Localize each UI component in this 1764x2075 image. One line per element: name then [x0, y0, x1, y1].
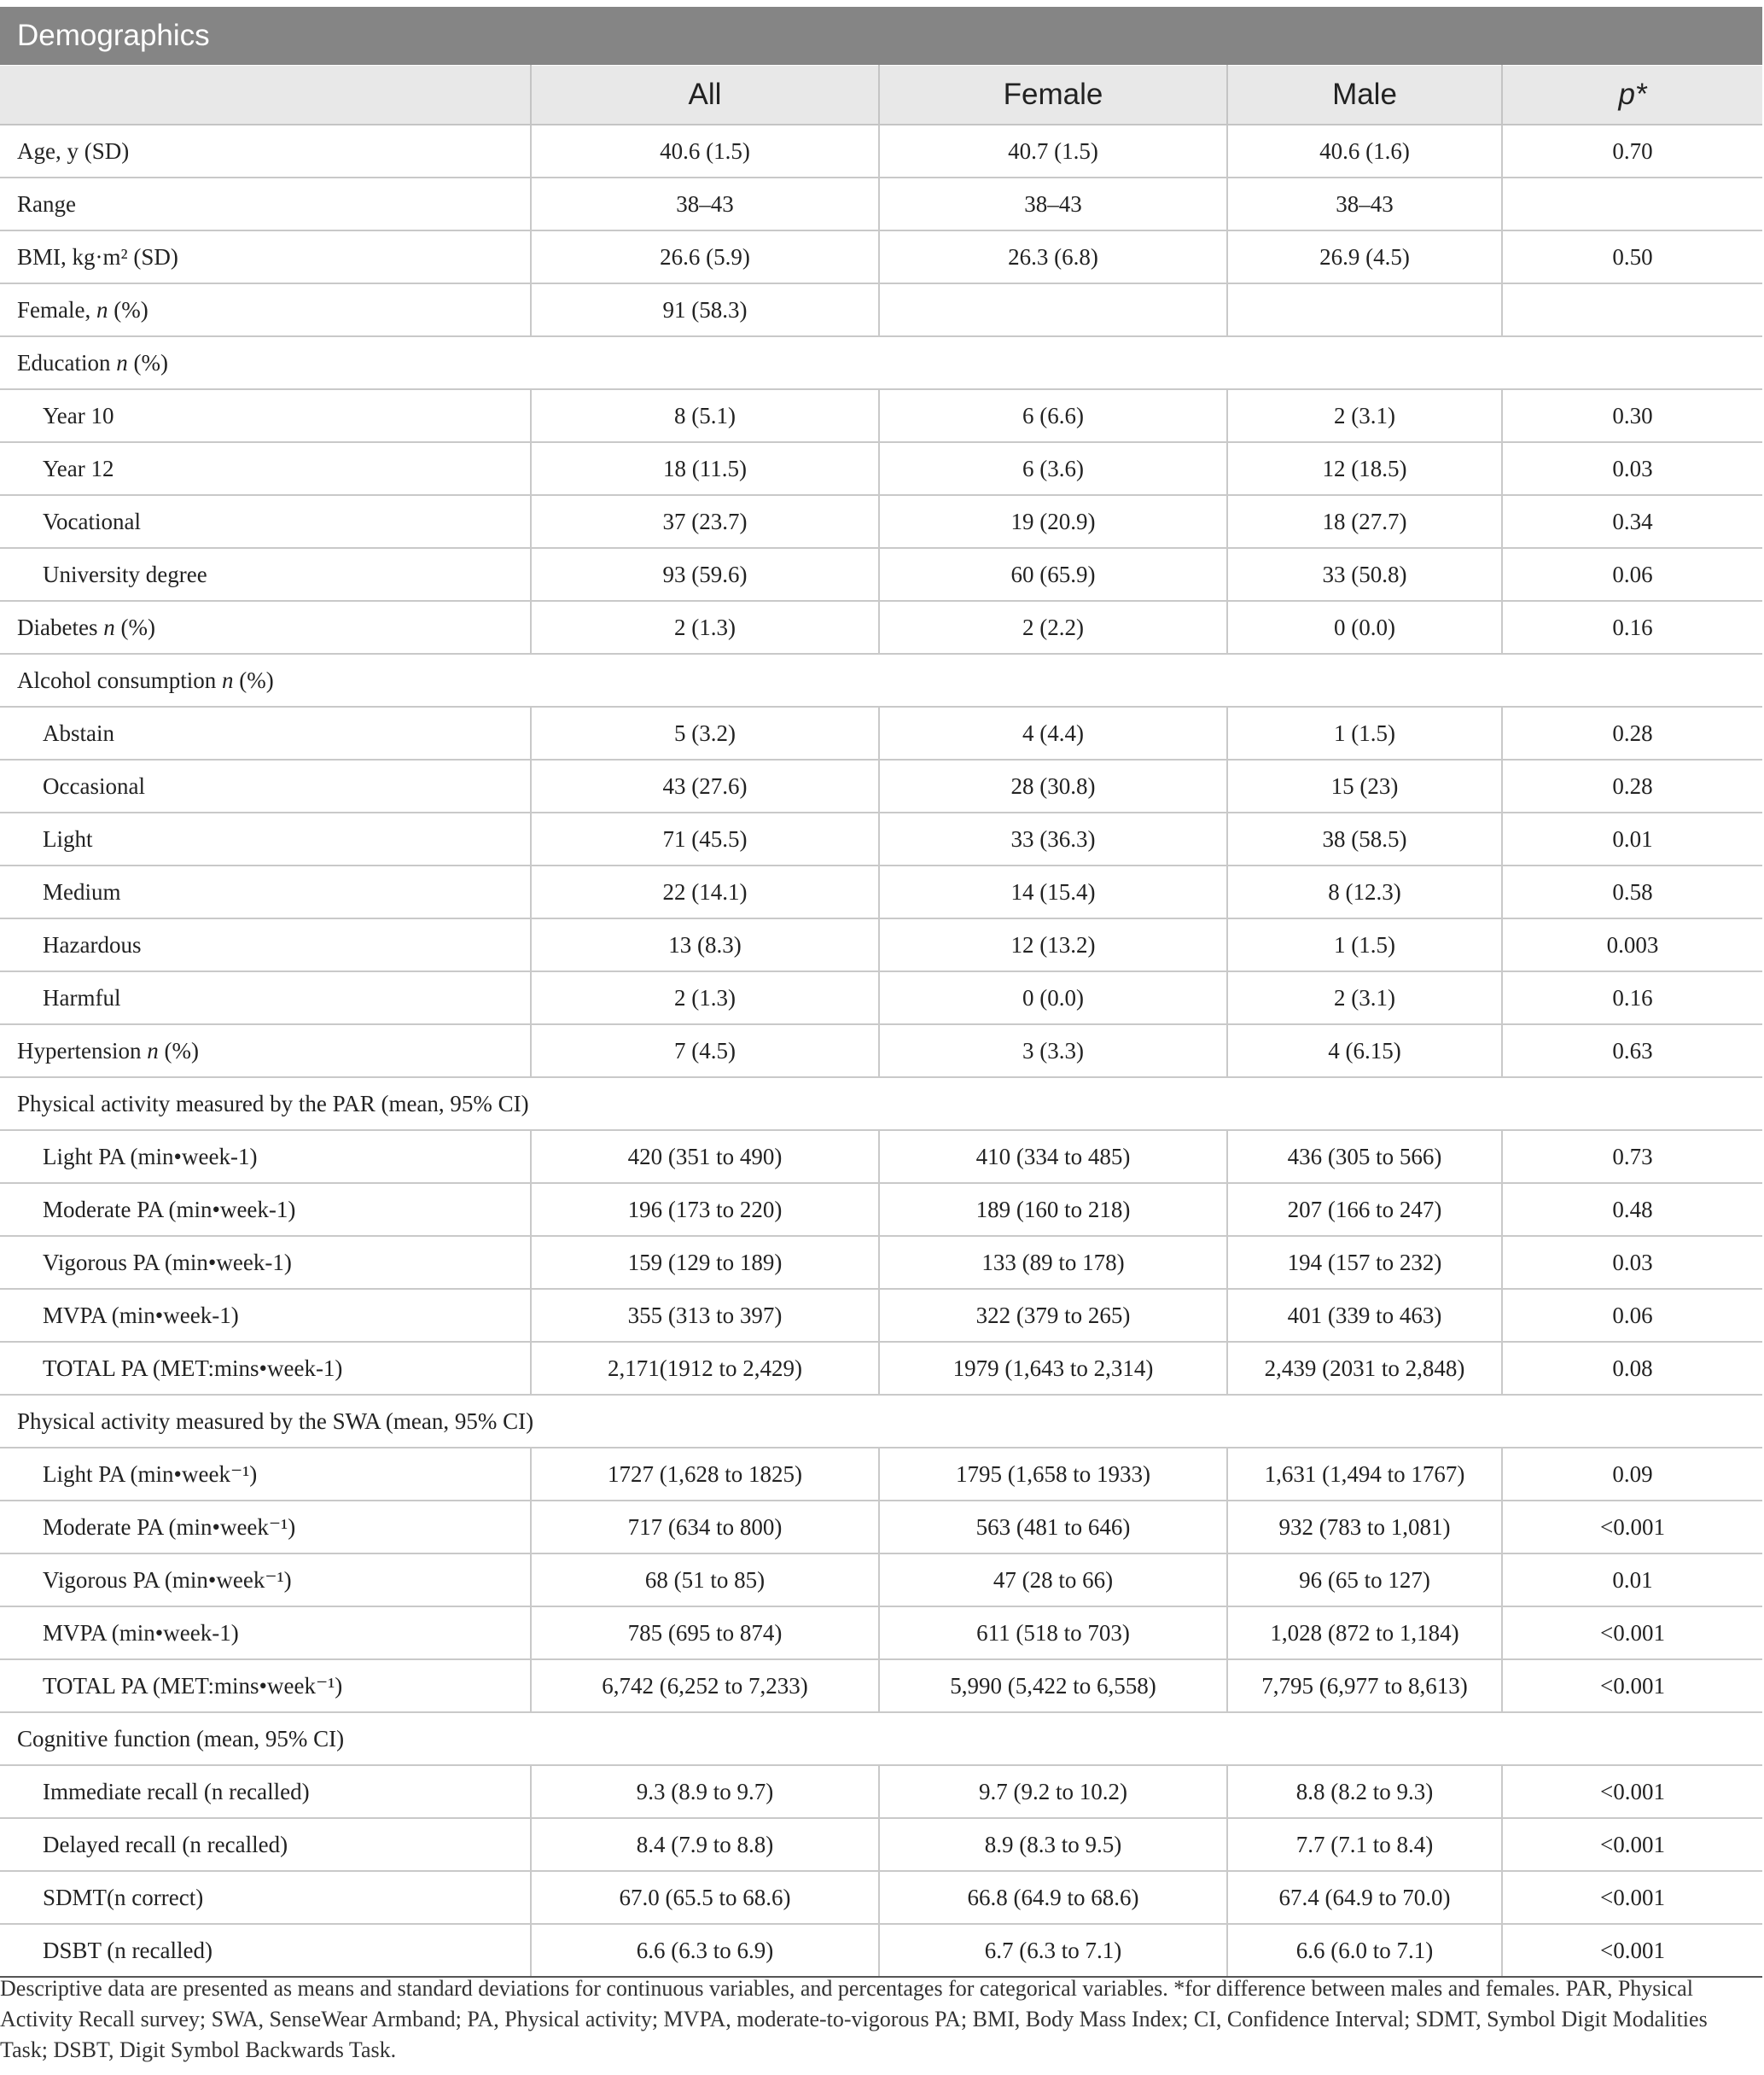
value-female: 9.7 (9.2 to 10.2)	[879, 1765, 1227, 1818]
row-label-text: University degree	[43, 561, 207, 587]
table-row	[0, 1342, 1762, 1395]
value-female: 6.7 (6.3 to 7.1)	[879, 1924, 1227, 1977]
row-label	[0, 1501, 531, 1553]
value-male: 6.6 (6.0 to 7.1)	[1227, 1924, 1502, 1977]
value-male: 0 (0.0)	[1227, 601, 1502, 654]
row-label	[0, 1765, 531, 1818]
value-p: 0.70	[1502, 125, 1762, 178]
value-p: 0.01	[1502, 813, 1762, 866]
row-label-text: Year 12	[43, 455, 114, 481]
value-all: 785 (695 to 874)	[531, 1606, 879, 1659]
row-label-text: Education	[17, 349, 117, 376]
table-row	[0, 866, 1762, 918]
row-label-italic: n	[96, 296, 108, 323]
value-female: 40.7 (1.5)	[879, 125, 1227, 178]
row-label-text: DSBT (n recalled)	[43, 1937, 212, 1963]
value-p: 0.28	[1502, 707, 1762, 760]
value-all: 5 (3.2)	[531, 707, 879, 760]
row-label	[0, 1130, 531, 1183]
row-label-text: Hazardous	[43, 931, 142, 958]
row-label	[0, 283, 531, 336]
value-female: 3 (3.3)	[879, 1024, 1227, 1077]
row-label-text: Harmful	[43, 984, 121, 1011]
row-label-italic: n	[147, 1037, 159, 1064]
value-male: 1 (1.5)	[1227, 707, 1502, 760]
section-row	[0, 336, 1762, 389]
value-p: 0.63	[1502, 1024, 1762, 1077]
row-label-suffix: (%)	[108, 296, 148, 323]
table-row	[0, 971, 1762, 1024]
value-female: 611 (518 to 703)	[879, 1606, 1227, 1659]
value-all: 68 (51 to 85)	[531, 1553, 879, 1606]
row-label	[0, 918, 531, 971]
section-row	[0, 654, 1762, 707]
value-all: 9.3 (8.9 to 9.7)	[531, 1765, 879, 1818]
row-label	[0, 601, 531, 654]
value-p: <0.001	[1502, 1871, 1762, 1924]
value-male: 932 (783 to 1,081)	[1227, 1501, 1502, 1553]
value-all: 40.6 (1.5)	[531, 125, 879, 178]
table-row	[0, 1924, 1762, 1977]
value-all: 6.6 (6.3 to 6.9)	[531, 1924, 879, 1977]
table-row	[0, 707, 1762, 760]
value-all: 420 (351 to 490)	[531, 1130, 879, 1183]
row-label-text: TOTAL PA (MET:mins•week⁻¹)	[43, 1672, 343, 1699]
table-title-row	[0, 7, 1762, 66]
value-male: 1 (1.5)	[1227, 918, 1502, 971]
row-label-text: Light PA (min•week⁻¹)	[43, 1460, 258, 1487]
row-label-italic: n	[116, 349, 128, 376]
row-label-text: Range	[17, 190, 76, 217]
row-label-text: Diabetes	[17, 614, 104, 640]
row-label	[0, 178, 531, 230]
value-female: 47 (28 to 66)	[879, 1553, 1227, 1606]
value-p: 0.03	[1502, 1236, 1762, 1289]
row-label-italic: n	[221, 667, 234, 693]
value-p: 0.73	[1502, 1130, 1762, 1183]
value-female: 19 (20.9)	[879, 495, 1227, 548]
value-male: 38–43	[1227, 178, 1502, 230]
value-female: 322 (379 to 265)	[879, 1289, 1227, 1342]
row-label	[0, 1553, 531, 1606]
row-label	[0, 442, 531, 495]
table-row	[0, 1659, 1762, 1712]
row-label	[0, 1395, 1762, 1448]
table-row	[0, 1765, 1762, 1818]
value-p: 0.16	[1502, 971, 1762, 1024]
value-all: 159 (129 to 189)	[531, 1236, 879, 1289]
value-p	[1502, 178, 1762, 230]
value-p: <0.001	[1502, 1924, 1762, 1977]
row-label-suffix: (%)	[114, 614, 155, 640]
section-row	[0, 1712, 1762, 1765]
value-all: 2 (1.3)	[531, 601, 879, 654]
column-header-p-value: p*	[1502, 66, 1762, 125]
value-p: 0.08	[1502, 1342, 1762, 1395]
value-p: <0.001	[1502, 1659, 1762, 1712]
value-female: 6 (3.6)	[879, 442, 1227, 495]
value-p: 0.06	[1502, 1289, 1762, 1342]
row-label	[0, 1236, 531, 1289]
value-p: 0.50	[1502, 230, 1762, 283]
row-label	[0, 230, 531, 283]
row-label	[0, 1818, 531, 1871]
table-row	[0, 1501, 1762, 1553]
row-label	[0, 1024, 531, 1077]
value-female: 8.9 (8.3 to 9.5)	[879, 1818, 1227, 1871]
value-p: <0.001	[1502, 1501, 1762, 1553]
value-all: 196 (173 to 220)	[531, 1183, 879, 1236]
value-male: 18 (27.7)	[1227, 495, 1502, 548]
value-male: 8 (12.3)	[1227, 866, 1502, 918]
value-female: 66.8 (64.9 to 68.6)	[879, 1871, 1227, 1924]
value-male: 33 (50.8)	[1227, 548, 1502, 601]
value-female: 5,990 (5,422 to 6,558)	[879, 1659, 1227, 1712]
row-label-text: Age, y (SD)	[17, 137, 130, 164]
value-female: 4 (4.4)	[879, 707, 1227, 760]
table-row	[0, 283, 1762, 336]
value-male: 2 (3.1)	[1227, 971, 1502, 1024]
value-p: 0.34	[1502, 495, 1762, 548]
value-male: 7.7 (7.1 to 8.4)	[1227, 1818, 1502, 1871]
table-row	[0, 918, 1762, 971]
row-label	[0, 1342, 531, 1395]
table-row	[0, 1818, 1762, 1871]
value-all: 38–43	[531, 178, 879, 230]
table-body	[0, 125, 1762, 1977]
table-row	[0, 1553, 1762, 1606]
row-label-text: Female,	[17, 296, 96, 323]
value-female: 28 (30.8)	[879, 760, 1227, 813]
row-label-text: MVPA (min•week-1)	[43, 1302, 239, 1328]
value-all: 8.4 (7.9 to 8.8)	[531, 1818, 879, 1871]
table-row	[0, 389, 1762, 442]
value-all: 22 (14.1)	[531, 866, 879, 918]
value-male: 436 (305 to 566)	[1227, 1130, 1502, 1183]
row-label	[0, 707, 531, 760]
row-label	[0, 866, 531, 918]
value-male: 1,631 (1,494 to 1767)	[1227, 1448, 1502, 1501]
value-all: 37 (23.7)	[531, 495, 879, 548]
value-male: 15 (23)	[1227, 760, 1502, 813]
value-p: <0.001	[1502, 1765, 1762, 1818]
row-label	[0, 1659, 531, 1712]
row-label-text: Occasional	[43, 772, 145, 799]
value-all: 91 (58.3)	[531, 283, 879, 336]
value-male: 2,439 (2031 to 2,848)	[1227, 1342, 1502, 1395]
table-row	[0, 495, 1762, 548]
row-label-text: Delayed recall (n recalled)	[43, 1831, 288, 1857]
value-male: 7,795 (6,977 to 8,613)	[1227, 1659, 1502, 1712]
value-all: 6,742 (6,252 to 7,233)	[531, 1659, 879, 1712]
table-row	[0, 813, 1762, 866]
row-label-suffix: (%)	[127, 349, 168, 376]
table-title: Demographics	[0, 7, 1762, 66]
row-label-text: Year 10	[43, 402, 114, 428]
value-male: 12 (18.5)	[1227, 442, 1502, 495]
table-row	[0, 442, 1762, 495]
row-label-text: MVPA (min•week-1)	[43, 1619, 239, 1646]
row-label-text: TOTAL PA (MET:mins•week-1)	[43, 1355, 343, 1381]
row-label	[0, 1871, 531, 1924]
value-male: 38 (58.5)	[1227, 813, 1502, 866]
value-all: 43 (27.6)	[531, 760, 879, 813]
value-all: 1727 (1,628 to 1825)	[531, 1448, 879, 1501]
row-label	[0, 1077, 1762, 1130]
column-header-male: Male	[1227, 66, 1502, 125]
value-all: 18 (11.5)	[531, 442, 879, 495]
value-female: 1795 (1,658 to 1933)	[879, 1448, 1227, 1501]
value-p: 0.01	[1502, 1553, 1762, 1606]
value-all: 26.6 (5.9)	[531, 230, 879, 283]
value-female: 14 (15.4)	[879, 866, 1227, 918]
demographics-table	[0, 7, 1762, 1978]
value-p: 0.16	[1502, 601, 1762, 654]
value-female: 38–43	[879, 178, 1227, 230]
row-label-text: Hypertension	[17, 1037, 148, 1064]
row-label-text: Light PA (min•week-1)	[43, 1143, 258, 1169]
value-p	[1502, 283, 1762, 336]
value-female: 133 (89 to 178)	[879, 1236, 1227, 1289]
value-all: 93 (59.6)	[531, 548, 879, 601]
row-label-text: Vigorous PA (min•week-1)	[43, 1249, 292, 1275]
value-all: 13 (8.3)	[531, 918, 879, 971]
row-label-text: Physical activity measured by the PAR (mean, 95% CI)	[17, 1090, 529, 1116]
value-p: 0.58	[1502, 866, 1762, 918]
row-label	[0, 971, 531, 1024]
column-header-row	[0, 66, 1762, 125]
value-all: 717 (634 to 800)	[531, 1501, 879, 1553]
value-all: 7 (4.5)	[531, 1024, 879, 1077]
value-female: 6 (6.6)	[879, 389, 1227, 442]
table-row	[0, 1871, 1762, 1924]
value-all: 67.0 (65.5 to 68.6)	[531, 1871, 879, 1924]
value-p: 0.30	[1502, 389, 1762, 442]
row-label	[0, 336, 1762, 389]
row-label	[0, 1924, 531, 1977]
row-label-suffix: (%)	[233, 667, 274, 693]
row-label-text: Alcohol consumption	[17, 667, 222, 693]
value-p: 0.06	[1502, 548, 1762, 601]
value-female: 410 (334 to 485)	[879, 1130, 1227, 1183]
value-all: 355 (313 to 397)	[531, 1289, 879, 1342]
value-male: 8.8 (8.2 to 9.3)	[1227, 1765, 1502, 1818]
table-row	[0, 760, 1762, 813]
value-male: 40.6 (1.6)	[1227, 125, 1502, 178]
section-row	[0, 1395, 1762, 1448]
table-row	[0, 1130, 1762, 1183]
row-label-text: Vigorous PA (min•week⁻¹)	[43, 1566, 292, 1593]
row-label	[0, 1289, 531, 1342]
row-label	[0, 125, 531, 178]
row-label-text: Moderate PA (min•week⁻¹)	[43, 1513, 296, 1540]
value-all: 2 (1.3)	[531, 971, 879, 1024]
row-label	[0, 1448, 531, 1501]
value-female: 2 (2.2)	[879, 601, 1227, 654]
value-male: 207 (166 to 247)	[1227, 1183, 1502, 1236]
row-label-text: Medium	[43, 878, 121, 905]
value-female: 563 (481 to 646)	[879, 1501, 1227, 1553]
column-header-female: Female	[879, 66, 1227, 125]
demographics-table-container	[0, 7, 1764, 1978]
row-label-text: BMI, kg·m² (SD)	[17, 243, 178, 270]
value-female: 189 (160 to 218)	[879, 1183, 1227, 1236]
table-row	[0, 1024, 1762, 1077]
value-male: 4 (6.15)	[1227, 1024, 1502, 1077]
value-female: 12 (13.2)	[879, 918, 1227, 971]
value-male: 26.9 (4.5)	[1227, 230, 1502, 283]
row-label	[0, 1712, 1762, 1765]
value-female: 60 (65.9)	[879, 548, 1227, 601]
table-row	[0, 230, 1762, 283]
value-female: 1979 (1,643 to 2,314)	[879, 1342, 1227, 1395]
value-p: 0.28	[1502, 760, 1762, 813]
table-row	[0, 125, 1762, 178]
value-female: 33 (36.3)	[879, 813, 1227, 866]
table-row	[0, 601, 1762, 654]
column-header-label	[0, 66, 531, 125]
value-male: 96 (65 to 127)	[1227, 1553, 1502, 1606]
row-label-text: Cognitive function (mean, 95% CI)	[17, 1725, 345, 1752]
value-p: 0.48	[1502, 1183, 1762, 1236]
row-label-text: Vocational	[43, 508, 141, 534]
row-label-text: Immediate recall (n recalled)	[43, 1778, 310, 1804]
row-label	[0, 813, 531, 866]
value-female: 26.3 (6.8)	[879, 230, 1227, 283]
value-p: 0.09	[1502, 1448, 1762, 1501]
value-p: 0.03	[1502, 442, 1762, 495]
row-label	[0, 760, 531, 813]
value-male: 194 (157 to 232)	[1227, 1236, 1502, 1289]
row-label	[0, 1183, 531, 1236]
value-all: 2,171(1912 to 2,429)	[531, 1342, 879, 1395]
value-p: <0.001	[1502, 1818, 1762, 1871]
value-all: 71 (45.5)	[531, 813, 879, 866]
table-row	[0, 548, 1762, 601]
table-row	[0, 1183, 1762, 1236]
table-row	[0, 1236, 1762, 1289]
column-header-all: All	[531, 66, 879, 125]
row-label	[0, 495, 531, 548]
row-label-text: Physical activity measured by the SWA (mean, 95% CI)	[17, 1408, 534, 1434]
row-label-text: Abstain	[43, 720, 114, 746]
table-row	[0, 1289, 1762, 1342]
table-row	[0, 178, 1762, 230]
value-male: 1,028 (872 to 1,184)	[1227, 1606, 1502, 1659]
table-footnote: Descriptive data are presented as means and standard deviations for continuous variables, and percentages for categorical variables. *for difference between males and females. PAR, Physical Activity Recall survey; SWA, SenseWear Armband; PA, Physical activity; MVPA, moderate-to-vigorous PA; BMI, Body Mass Index; CI, Confidence Interval; SDMT, Symbol Digit Modalities Task; DSBT, Digit Symbol Backwards Task.	[0, 1976, 1708, 2062]
value-male	[1227, 283, 1502, 336]
value-male: 67.4 (64.9 to 70.0)	[1227, 1871, 1502, 1924]
table-row	[0, 1606, 1762, 1659]
value-female: 0 (0.0)	[879, 971, 1227, 1024]
value-p: 0.003	[1502, 918, 1762, 971]
value-male: 401 (339 to 463)	[1227, 1289, 1502, 1342]
section-row	[0, 1077, 1762, 1130]
row-label-text: Moderate PA (min•week-1)	[43, 1196, 296, 1222]
row-label-text: SDMT(n correct)	[43, 1884, 204, 1910]
row-label	[0, 1606, 531, 1659]
value-all: 8 (5.1)	[531, 389, 879, 442]
row-label-italic: n	[103, 614, 115, 640]
value-male: 2 (3.1)	[1227, 389, 1502, 442]
row-label	[0, 654, 1762, 707]
row-label-suffix: (%)	[158, 1037, 199, 1064]
table-row	[0, 1448, 1762, 1501]
value-female	[879, 283, 1227, 336]
value-p: <0.001	[1502, 1606, 1762, 1659]
row-label	[0, 389, 531, 442]
row-label-text: Light	[43, 825, 93, 852]
row-label	[0, 548, 531, 601]
